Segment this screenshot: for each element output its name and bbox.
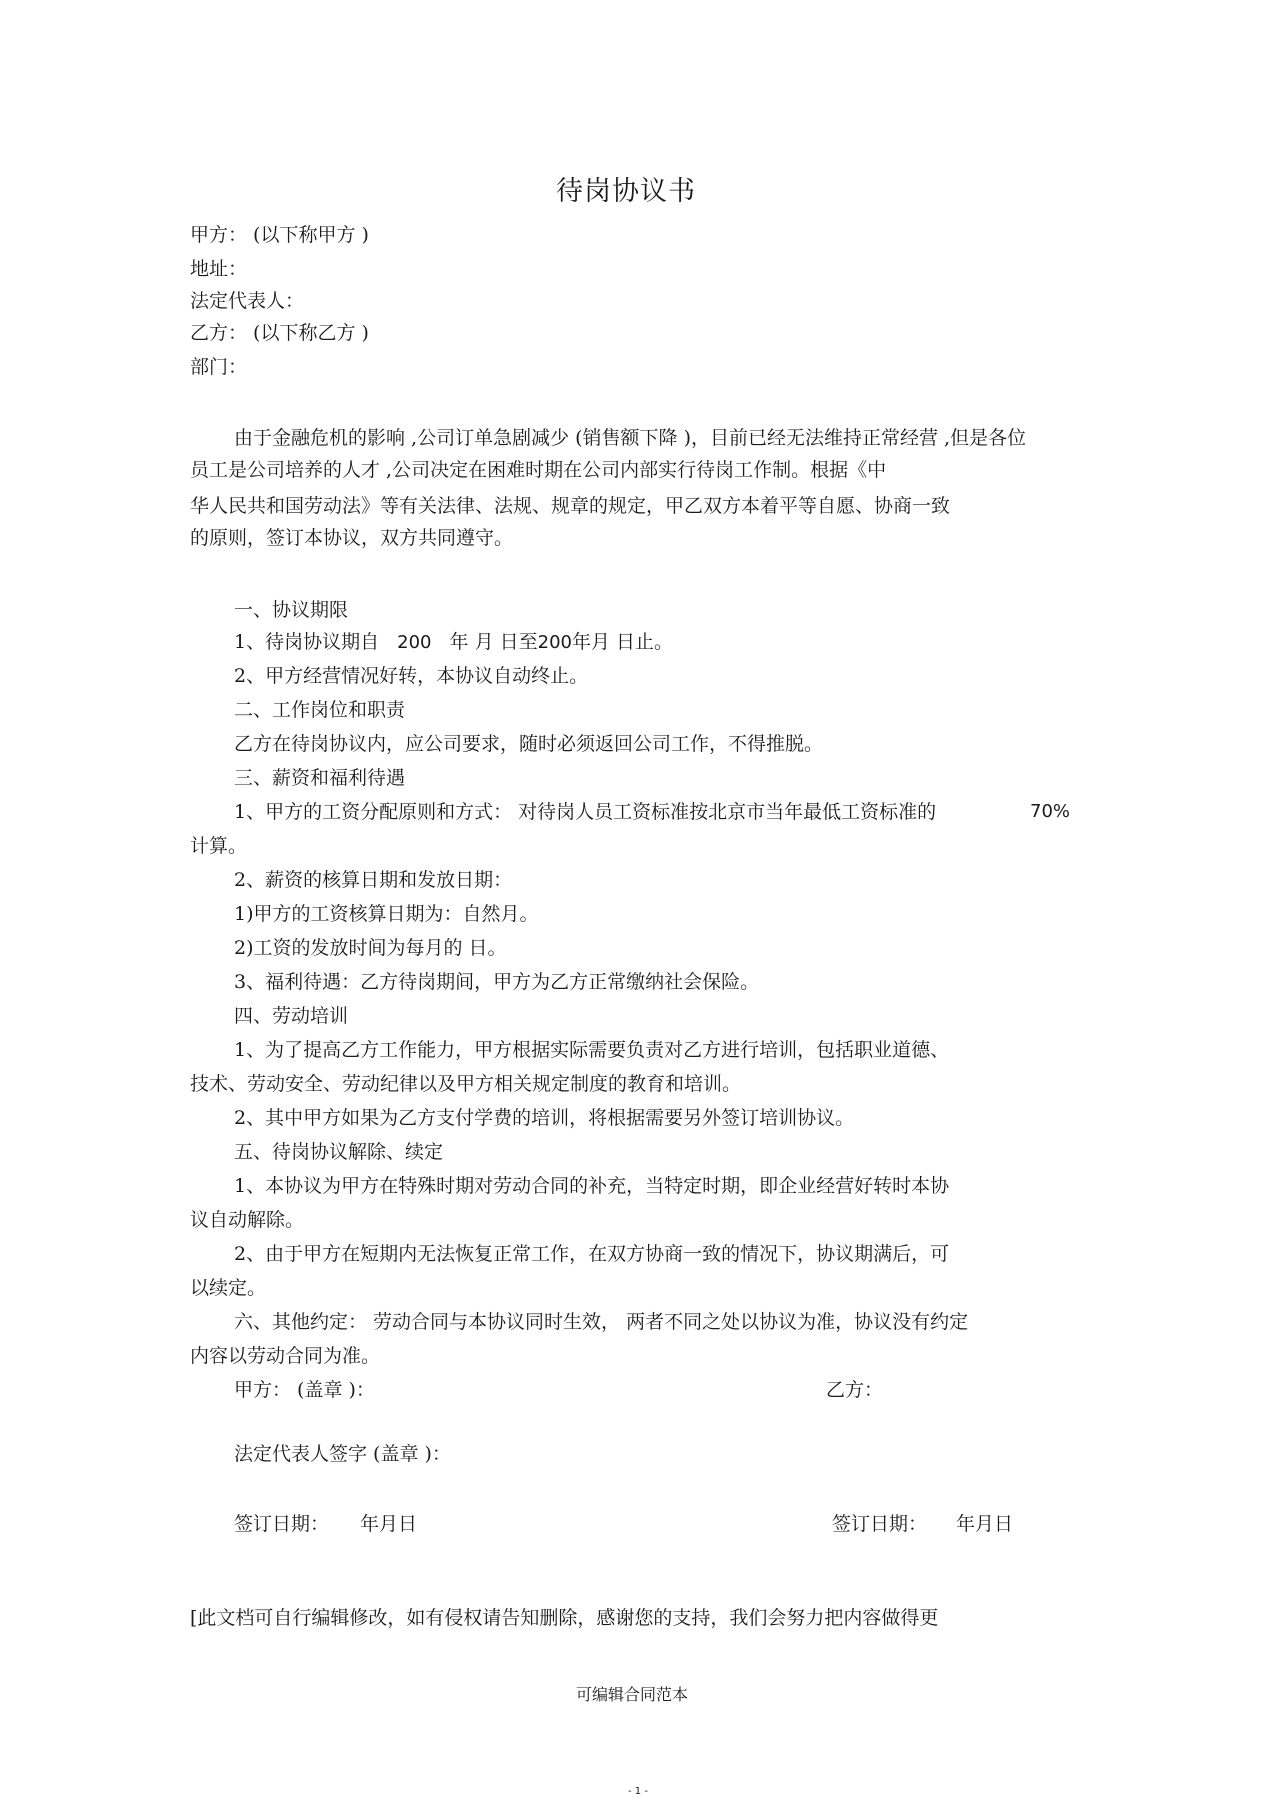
section-2-paragraph: 乙方在待岗协议内，应公司要求，随时必须返回公司工作，不得推脱。 (234, 733, 824, 755)
section-3-item-1: 1、甲方的工资分配原则和方式： 对待岗人员工资标准按北京市当年最低工资标准的 (234, 801, 937, 823)
s1-item-1-text-a: 1、待岗协议期自 (234, 631, 380, 653)
section-5-item-2: 2、由于甲方在短期内无法恢复正常工作，在双方协商一致的情况下，协议期满后，可 (234, 1243, 950, 1265)
section-5-item-1-cont: 议自动解除。 (190, 1209, 305, 1231)
department-line: 部门： (190, 356, 248, 378)
legal-rep-line: 法定代表人： (190, 290, 305, 312)
party-b-line: 乙方： (以下称乙方 ) (190, 322, 369, 344)
section-5-item-1: 1、本协议为甲方在特殊时期对劳动合同的补充，当特定时期，即企业经营好转时本协 (234, 1175, 950, 1197)
sign-date-b-value: 年月日 (956, 1513, 1014, 1535)
section-5-heading: 五、待岗协议解除、续定 (234, 1141, 444, 1163)
sign-date-b-label: 签订日期： (832, 1513, 928, 1535)
section-6-line: 六、其他约定： 劳动合同与本协议同时生效， 两者不同之处以协议为准，协议没有约定 (234, 1311, 969, 1333)
section-1-item-2: 2、甲方经营情况好转，本协议自动终止。 (234, 665, 589, 687)
section-1-item-1 (234, 630, 673, 655)
s1-item-1-text-c: 年月 日止。 (572, 631, 674, 653)
section-6-cont: 内容以劳动合同为准。 (190, 1345, 381, 1367)
sign-date-a-value: 年月日 (360, 1513, 418, 1535)
section-3-item-2: 2、薪资的核算日期和发放日期： (234, 869, 513, 891)
preamble-line-4: 的原则，签订本协议，双方共同遵守。 (190, 527, 514, 549)
section-4-item-1-cont: 技术、劳动安全、劳动纪律以及甲方相关规定制度的教育和培训。 (190, 1073, 742, 1095)
page-footer: 可编辑合同范本 (576, 1685, 689, 1704)
section-1-heading: 一、协议期限 (234, 599, 349, 621)
legal-rep-sign-label: 法定代表人签字 (盖章 )： (234, 1443, 451, 1465)
s1-year-1: 200 (397, 632, 432, 653)
s1-item-1-text-b: 年 月 日至 (449, 631, 538, 653)
sign-date-a-label: 签订日期： (234, 1513, 330, 1535)
section-4-item-1: 1、为了提高乙方工作能力，甲方根据实际需要负责对乙方进行培训，包括职业道德、 (234, 1039, 950, 1061)
party-b-sign-label: 乙方： (826, 1379, 884, 1401)
section-4-heading: 四、劳动培训 (234, 1005, 349, 1027)
section-3-heading: 三、薪资和福利待遇 (234, 767, 406, 789)
party-a-seal-label: 甲方： (盖章 )： (234, 1379, 375, 1401)
section-3-item-3: 3、福利待遇：乙方待岗期间，甲方为乙方正常缴纳社会保险。 (234, 971, 760, 993)
address-line: 地址： (190, 258, 248, 280)
section-3-item-1-cont: 计算。 (190, 835, 248, 857)
section-3-item-2-1: 1)甲方的工资核算日期为：自然月。 (234, 903, 539, 925)
preamble-line-1: 由于金融危机的影响 ,公司订单急剧减少 (销售额下降 )，目前已经无法维持正常经营 ,但是各位 (234, 427, 1027, 449)
section-2-heading: 二、工作岗位和职责 (234, 699, 406, 721)
section-3-percent: 70% (1030, 801, 1071, 822)
section-3-item-2-2: 2)工资的发放时间为每月的 日。 (234, 937, 507, 959)
party-a-line: 甲方： (以下称甲方 ) (190, 224, 369, 246)
section-5-item-2-cont: 以续定。 (190, 1277, 267, 1299)
preamble-line-2: 员工是公司培养的人才 ,公司决定在困难时期在公司内部实行待岗工作制。根据《中 (190, 459, 887, 481)
preamble-line-3: 华人民共和国劳动法》等有关法律、法规、规章的规定，甲乙双方本着平等自愿、协商一致 (190, 495, 951, 517)
page-title: 待岗协议书 (556, 176, 696, 207)
section-4-item-2: 2、其中甲方如果为乙方支付学费的培训，将根据需要另外签订培训协议。 (234, 1107, 855, 1129)
edit-notice: [此文档可自行编辑修改，如有侵权请告知删除，感谢您的支持，我们会努力把内容做得更 (190, 1607, 939, 1629)
page-number: - 1 - (628, 1786, 648, 1797)
s1-year-2: 200 (537, 632, 572, 653)
